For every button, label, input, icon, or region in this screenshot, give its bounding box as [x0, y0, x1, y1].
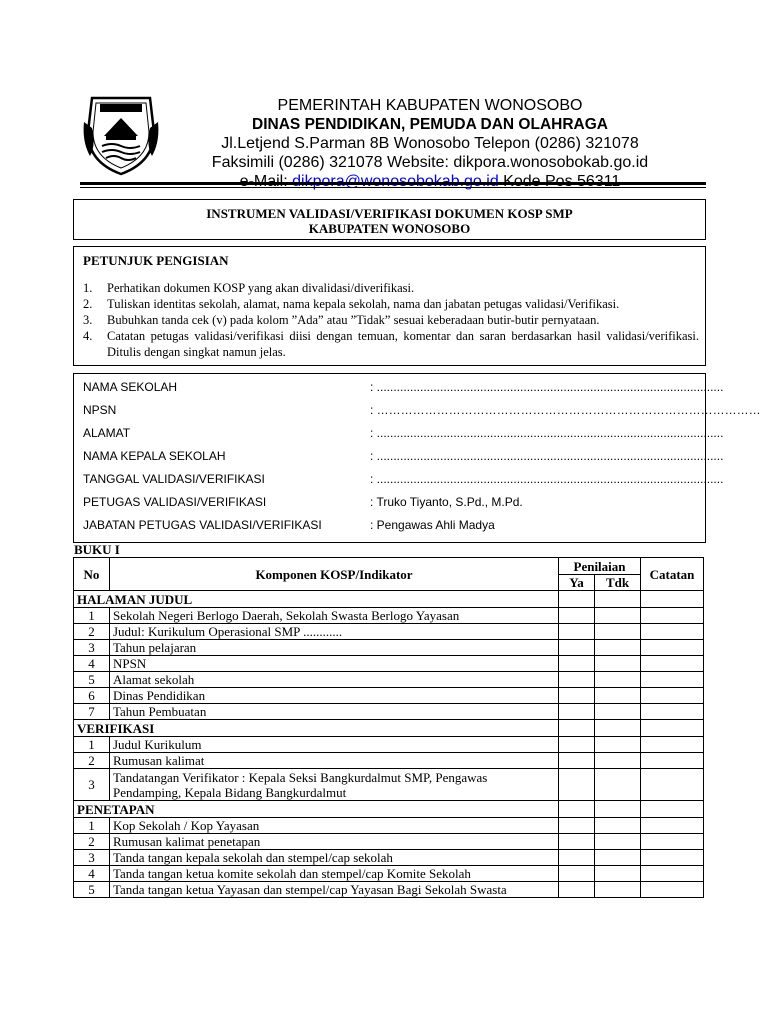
- document-subtitle: KABUPATEN WONOSOBO: [308, 221, 471, 236]
- empty-cell: [641, 591, 704, 608]
- ya-checkbox-cell[interactable]: [559, 672, 595, 688]
- header-tdk: Tdk: [595, 575, 641, 591]
- section-title: HALAMAN JUDUL: [74, 591, 559, 608]
- identity-value-field[interactable]: : ........................................................................................................: [370, 380, 724, 394]
- catatan-cell[interactable]: [641, 704, 704, 720]
- identity-label: PETUGAS VALIDASI/VERIFIKASI: [83, 495, 267, 509]
- empty-cell: [559, 591, 595, 608]
- instruction-text: Perhatikan dokumen KOSP yang akan divalidasi/diverifikasi.: [107, 281, 415, 295]
- identity-row: [83, 517, 495, 533]
- catatan-cell[interactable]: [641, 672, 704, 688]
- ya-checkbox-cell[interactable]: [559, 850, 595, 866]
- indicator-text: Tahun pelajaran: [110, 640, 559, 656]
- catatan-cell[interactable]: [641, 688, 704, 704]
- catatan-cell[interactable]: [641, 818, 704, 834]
- identity-label: NAMA KEPALA SEKOLAH: [83, 449, 226, 463]
- table-row: [74, 882, 704, 898]
- indicator-text: Judul: Kurikulum Operasional SMP ............: [110, 624, 559, 640]
- identity-row: [83, 425, 724, 441]
- table-row: [74, 672, 704, 688]
- tdk-checkbox-cell[interactable]: [595, 688, 641, 704]
- section-row: [74, 801, 704, 818]
- tdk-checkbox-cell[interactable]: [595, 737, 641, 753]
- indicator-text: NPSN: [110, 656, 559, 672]
- identity-form: [73, 373, 761, 543]
- tdk-checkbox-cell[interactable]: [595, 850, 641, 866]
- header-ya: Ya: [559, 575, 595, 591]
- tdk-checkbox-cell[interactable]: [595, 866, 641, 882]
- header-catatan: Catatan: [641, 558, 704, 591]
- indicator-text: Tanda tangan ketua komite sekolah dan stempel/cap Komite Sekolah: [110, 866, 559, 882]
- letterhead-rule-thin: [80, 187, 706, 188]
- table-row: [74, 769, 704, 801]
- book-label: BUKU I: [74, 542, 120, 557]
- table-row: [74, 640, 704, 656]
- indicator-text: Tanda tangan ketua Yayasan dan stempel/cap Yayasan Bagi Sekolah Swasta: [110, 882, 559, 898]
- address-line: Jl.Letjend S.Parman 8B Wonosobo Telepon (0286) 321078: [221, 135, 639, 152]
- identity-value-field[interactable]: : ........................................................................................................: [370, 472, 724, 486]
- empty-cell: [641, 801, 704, 818]
- table-row: [74, 688, 704, 704]
- catatan-cell[interactable]: [641, 640, 704, 656]
- ya-checkbox-cell[interactable]: [559, 737, 595, 753]
- row-number: 4: [74, 866, 110, 882]
- ya-checkbox-cell[interactable]: [559, 624, 595, 640]
- header-penilaian: Penilaian: [559, 558, 641, 575]
- empty-cell: [641, 720, 704, 737]
- table-row: [74, 753, 704, 769]
- indicator-text: Tandatangan Verifikator : Kepala Seksi Bangkurdalmut SMP, Pengawas Pendamping, Kepala Bidang Bangkurdalmut: [110, 769, 559, 801]
- instruction-text: Catatan petugas validasi/verifikasi diisi dengan temuan, komentar dan saran berdasarkan hasil validasi/verifikasi. Ditulis dengan singkat namun jelas.: [107, 329, 699, 359]
- ya-checkbox-cell[interactable]: [559, 688, 595, 704]
- instruction-text: Bubuhkan tanda cek (v) pada kolom ”Ada” atau ”Tidak” sesuai keberadaan butir-butir pernyataan.: [107, 313, 600, 327]
- table-row: [74, 608, 704, 624]
- instruction-number: 3.: [83, 313, 93, 327]
- row-number: 1: [74, 818, 110, 834]
- indicator-text: Kop Sekolah / Kop Yayasan: [110, 818, 559, 834]
- identity-label: ALAMAT: [83, 426, 131, 440]
- ya-checkbox-cell[interactable]: [559, 640, 595, 656]
- identity-row: [83, 471, 724, 487]
- tdk-checkbox-cell[interactable]: [595, 704, 641, 720]
- table-row: [74, 818, 704, 834]
- catatan-cell[interactable]: [641, 850, 704, 866]
- row-number: 4: [74, 656, 110, 672]
- row-number: 5: [74, 672, 110, 688]
- row-number: 1: [74, 608, 110, 624]
- identity-row: [83, 448, 724, 464]
- identity-value-field[interactable]: : ……………………………………………………………………………………: [370, 403, 761, 417]
- kosp-checklist-table: [73, 557, 704, 898]
- tdk-checkbox-cell[interactable]: [595, 624, 641, 640]
- empty-cell: [595, 591, 641, 608]
- ya-checkbox-cell[interactable]: [559, 656, 595, 672]
- section-title: VERIFIKASI: [74, 720, 559, 737]
- identity-label: NPSN: [83, 403, 117, 417]
- tdk-checkbox-cell[interactable]: [595, 834, 641, 850]
- indicator-text: Tahun Pembuatan: [110, 704, 559, 720]
- ya-checkbox-cell[interactable]: [559, 866, 595, 882]
- table-row: [74, 834, 704, 850]
- header-komponen: Komponen KOSP/Indikator: [110, 558, 559, 591]
- table-row: [74, 704, 704, 720]
- catatan-cell[interactable]: [641, 866, 704, 882]
- row-number: 2: [74, 834, 110, 850]
- wonosobo-regency-emblem: [82, 92, 160, 176]
- government-name: PEMERINTAH KABUPATEN WONOSOBO: [277, 97, 583, 114]
- ya-checkbox-cell[interactable]: [559, 753, 595, 769]
- indicator-text: Judul Kurikulum: [110, 737, 559, 753]
- ya-checkbox-cell[interactable]: [559, 818, 595, 834]
- letterhead-rule-thick: [80, 182, 706, 185]
- tdk-checkbox-cell[interactable]: [595, 640, 641, 656]
- ya-checkbox-cell[interactable]: [559, 704, 595, 720]
- indicator-text: Rumusan kalimat penetapan: [110, 834, 559, 850]
- identity-label: NAMA SEKOLAH: [83, 380, 178, 394]
- instruction-item: [83, 328, 699, 360]
- instructions-list: [83, 280, 699, 360]
- tdk-checkbox-cell[interactable]: [595, 882, 641, 898]
- contact-line: Faksimili (0286) 321078 Website: dikpora.wonosobokab.go.id: [211, 154, 649, 171]
- header-no: No: [74, 558, 110, 591]
- indicator-text: Tanda tangan kepala sekolah dan stempel/cap sekolah: [110, 850, 559, 866]
- indicator-text: Alamat sekolah: [110, 672, 559, 688]
- indicator-text: Sekolah Negeri Berlogo Daerah, Sekolah Swasta Berlogo Yayasan: [110, 608, 559, 624]
- identity-label: JABATAN PETUGAS VALIDASI/VERIFIKASI: [83, 518, 322, 532]
- catatan-cell[interactable]: [641, 608, 704, 624]
- tdk-checkbox-cell[interactable]: [595, 608, 641, 624]
- instruction-item: [83, 312, 699, 328]
- catatan-cell[interactable]: [641, 882, 704, 898]
- identity-label: TANGGAL VALIDASI/VERIFIKASI: [83, 472, 265, 486]
- tdk-checkbox-cell[interactable]: [595, 769, 641, 801]
- row-number: 7: [74, 704, 110, 720]
- tdk-checkbox-cell[interactable]: [595, 672, 641, 688]
- catatan-cell[interactable]: [641, 834, 704, 850]
- row-number: 2: [74, 753, 110, 769]
- tdk-checkbox-cell[interactable]: [595, 656, 641, 672]
- tdk-checkbox-cell[interactable]: [595, 753, 641, 769]
- row-number: 6: [74, 688, 110, 704]
- catatan-cell[interactable]: [641, 656, 704, 672]
- table-row: [74, 656, 704, 672]
- empty-cell: [595, 720, 641, 737]
- row-number: 3: [74, 850, 110, 866]
- table-body: [74, 591, 704, 898]
- catatan-cell[interactable]: [641, 753, 704, 769]
- instruction-item: [83, 280, 699, 296]
- section-title: PENETAPAN: [74, 801, 559, 818]
- ya-checkbox-cell[interactable]: [559, 769, 595, 801]
- instructions-title: PETUNJUK PENGISIAN: [83, 253, 229, 268]
- identity-row: [83, 379, 724, 395]
- document-title: INSTRUMEN VALIDASI/VERIFIKASI DOKUMEN KOSP SMP: [206, 206, 573, 221]
- document-title-box: [73, 199, 706, 240]
- instruction-number: 4.: [83, 329, 93, 343]
- instruction-number: 2.: [83, 297, 93, 311]
- ya-checkbox-cell[interactable]: [559, 608, 595, 624]
- identity-value-field[interactable]: : Truko Tiyanto, S.Pd., M.Pd.: [370, 495, 523, 509]
- table-row: [74, 866, 704, 882]
- tdk-checkbox-cell[interactable]: [595, 818, 641, 834]
- instruction-text: Tuliskan identitas sekolah, alamat, nama kepala sekolah, nama dan jabatan petugas validasi/Verifikasi.: [107, 297, 620, 311]
- row-number: 2: [74, 624, 110, 640]
- catatan-cell[interactable]: [641, 769, 704, 801]
- ya-checkbox-cell[interactable]: [559, 834, 595, 850]
- instructions-box: [73, 246, 706, 366]
- catatan-cell[interactable]: [641, 624, 704, 640]
- identity-value-field[interactable]: : ........................................................................................................: [370, 449, 724, 463]
- letterhead: [170, 96, 690, 191]
- ya-checkbox-cell[interactable]: [559, 882, 595, 898]
- row-number: 3: [74, 769, 110, 801]
- identity-row: [83, 494, 523, 510]
- section-row: [74, 591, 704, 608]
- instruction-number: 1.: [83, 281, 93, 295]
- agency-name: DINAS PENDIDIKAN, PEMUDA DAN OLAHRAGA: [252, 116, 608, 133]
- row-number: 5: [74, 882, 110, 898]
- table-row: [74, 850, 704, 866]
- indicator-text: Rumusan kalimat: [110, 753, 559, 769]
- table-row: [74, 737, 704, 753]
- empty-cell: [595, 801, 641, 818]
- empty-cell: [559, 720, 595, 737]
- table-row: [74, 624, 704, 640]
- row-number: 1: [74, 737, 110, 753]
- catatan-cell[interactable]: [641, 737, 704, 753]
- section-row: [74, 720, 704, 737]
- identity-row: [83, 402, 761, 418]
- identity-value-field[interactable]: : Pengawas Ahli Madya: [370, 518, 495, 532]
- row-number: 3: [74, 640, 110, 656]
- indicator-text: Dinas Pendidikan: [110, 688, 559, 704]
- instruction-item: [83, 296, 699, 312]
- empty-cell: [559, 801, 595, 818]
- identity-value-field[interactable]: : ........................................................................................................: [370, 426, 724, 440]
